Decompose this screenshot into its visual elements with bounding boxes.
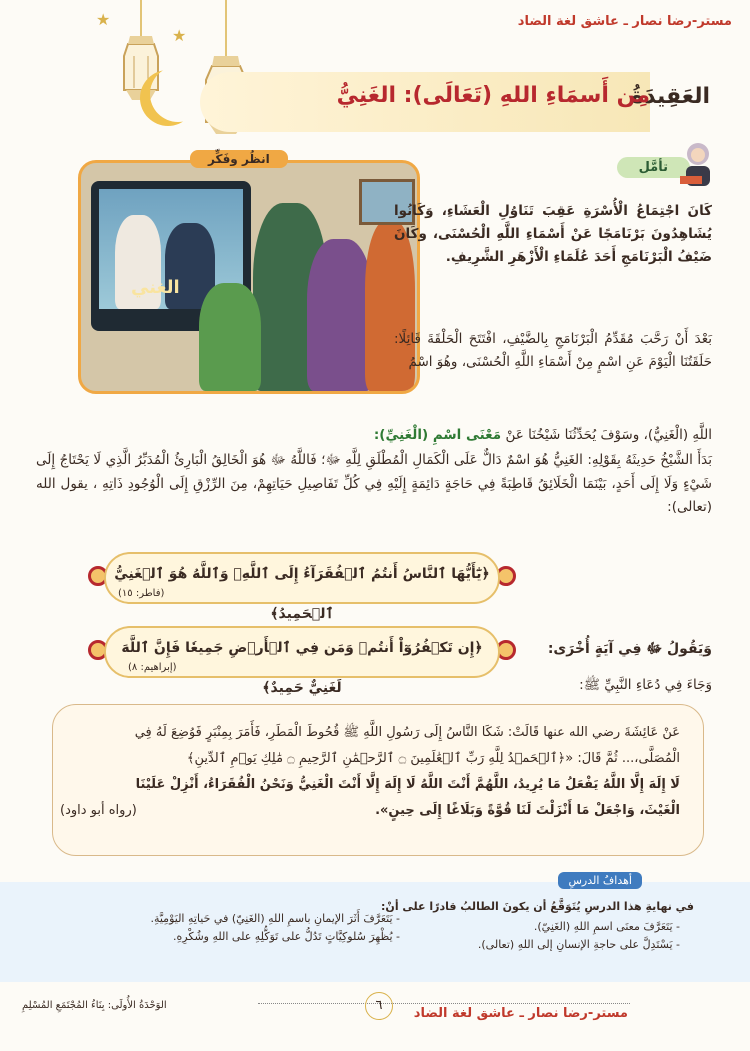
- ayah-text: ﴿يَٰٓأَيُّهَا ٱلنَّاسُ أَنتُمُ ٱلۡفُقَرَآءُ إِلَى ٱللَّهِۖ وَٱللَّهُ هُوَ ٱلۡغَنِيُّ ٱلۡحَمِيدُ﴾: [114, 566, 490, 622]
- footer-credit: مستر-رضا نصار ـ عاشق لغة الضاد: [413, 1006, 628, 1021]
- hadith-line: الْمُصَلَّى،... ثُمَّ قَالَ: «﴿ٱلۡحَمۡدُ لِلَّهِ رَبِّ ٱلۡعَٰلَمِينَ ۝ ٱلرَّحۡمَٰنِ ٱلرَّحِيمِ ۝ مَٰلِكِ يَوۡمِ ٱلدِّينِ﴾: [186, 751, 680, 766]
- meaning-heading: مَعْنَى اسْمِ (الْغَنِيِّ):: [373, 427, 502, 443]
- goal-item: - يَتَعَرَّفَ أَثَرَ الإيمانِ باسمِ اللهِ (الغَنِيّ) في حَياتِهِ اليَوْمِيَّةِ.: [150, 912, 400, 925]
- image-label: انظُر وفَكِّر: [190, 150, 288, 168]
- ayah-reference: (فاطر: ١٥): [118, 588, 165, 599]
- footer-divider: [258, 1003, 630, 1004]
- think-label: تأمَّل: [617, 157, 690, 178]
- goals-tag: أهدافُ الدرسِ: [558, 872, 642, 889]
- goal-item: - يُظْهِرَ سُلوكِيَّاتٍ تَدُلُّ على تَوَكُّلِهِ على اللهِ وشُكْرِهِ.: [173, 930, 400, 943]
- goal-item: - يَتَعَرَّفَ معنَى اسمِ اللهِ (الغَنِيّ).: [533, 920, 680, 933]
- intro-paragraph: كَانَ اجْتِمَاعُ الْأُسْرَةِ عَقِبَ تَنَاوُلِ الْعَشَاءِ، وَكَانُوا يُشَاهِدُونَ بَرْنَامَجًا عَنْ أَسْمَاءِ اللَّهِ الْحُسْنَى، وكَانَ ضَيْفُ الْبَرْنَامَجِ أَحَدَ عُلَمَاءِ الْأَزْهَرِ الشَّرِيفِ.: [394, 203, 712, 265]
- girl-reader-icon: [678, 140, 718, 190]
- intro-paragraph-3: اللَّهِ (الْغَنِيُّ)، وسَوْفَ يُحَدِّثُنَا شَيْخُنَا عَنْ: [505, 427, 712, 443]
- ayah-intro: وَيَقُولُ ﷻ فِي آيَةٍ أُخْرَى:: [547, 641, 712, 657]
- header-credit: مستر-رضا نصار ـ عاشق لغة الضاد: [517, 14, 732, 29]
- hadith-line: الْغَيْثَ، وَاجْعَلْ مَا أَنْزَلْتَ لَنَا قُوَّةً وَبَلَاغًا إِلَى حِينٍ».: [375, 803, 680, 818]
- tv-caption: الغني: [131, 277, 180, 298]
- crescent-icon: [150, 66, 206, 122]
- goals-intro: في نهايةِ هذا الدرسِ يُتَوَقَّعُ أن يكونَ الطالبُ قادرًا على أنْ:: [381, 900, 694, 913]
- unit-title: الوَحْدَةُ الأُولَى: بِنَاءُ المُجْتَمَعِ المُسْلِمِ: [22, 1000, 167, 1011]
- dua-intro: وَجَاءَ فِي دُعَاءِ النَّبِيِّ ﷺ:: [579, 677, 712, 693]
- star-icon: ★: [172, 26, 187, 45]
- family-illustration: [78, 160, 420, 394]
- subject-title: العَقِيدَةُ: [631, 84, 710, 109]
- intro-paragraph-2: بَعْدَ أَنْ رَحَّبَ مُقَدِّمُ الْبَرْنَامَجِ بِالضَّيْفِ، افْتَتَحَ الْحَلْقَةَ قَائِلًا: حَلَقَتُنَا الْيَوْمَ عَنِ اسْمٍ مِنْ أَسْمَاءِ اللَّهِ الْحُسْنَى، وهُوَ اسْمُ: [394, 331, 712, 370]
- hadith-line: لَا إِلَهَ إِلَّا اللَّهُ يَفْعَلُ مَا يُرِيدُ، اللَّهُمَّ أَنْتَ اللَّهُ لَا إِلَهَ إِلَّا أَنْتَ الْغَنِيُّ وَنَحْنُ الْفُقَرَاءُ، أَنْزِلْ عَلَيْنَا: [135, 777, 680, 792]
- hadith-reference: (رواه أبو داود): [60, 803, 137, 818]
- star-icon: ★: [96, 10, 111, 29]
- hadith-line: عَنْ عَائِشَةَ رضي الله عنها قَالَتْ: شَكَا النَّاسُ إِلَى رَسُولِ اللَّهِ ﷺ قُحُوطَ الْمَطَرِ، فَأَمَرَ بِمِنْبَرٍ فَوُضِعَ لَهُ فِي: [134, 725, 680, 740]
- body-paragraph: بَدَأَ الشَّيْخُ حَدِيثَهُ بِقَوْلِهِ: الغَنِيُّ هُوَ اسْمٌ دَالٌّ عَلَى الْكَمَالِ الْمُطْلَقِ لِلَّهِ ﷻ؛ فَاللَّهُ ﷻ هُوَ الْخَالِقُ الْبَارِئُ الْمُدَبِّرُ الَّذِي لَا يَحْتَاجُ إِلَى شَيْءٍ وَلَا إِلَى أَحَدٍ، بَيْنَمَا الْخَلَائِقُ قَاطِبَةً فِي حَاجَةٍ دَائِمَةٍ إِلَيْهِ فِي كُلِّ تَفَاصِيلِ حَيَاتِهِمْ، مِنَ الرِّزْقِ إِلَى الْوُجُودِ ذَاتِهِ ، يقول الله (تعالى):: [36, 452, 712, 515]
- page-number: ٦: [365, 992, 393, 1020]
- goal-item: - يَسْتَدِلَّ على حاجةِ الإنسانِ إلى اللهِ (تعالى).: [477, 938, 680, 951]
- lesson-title: مِن أَسمَاءِ اللهِ (تَعَالَى): الغَنِيُّ: [336, 83, 650, 108]
- ayah-text: ﴿إِن تَكۡفُرُوٓاْ أَنتُمۡ وَمَن فِي ٱلۡأَرۡضِ جَمِيعٗا فَإِنَّ ٱللَّهَ لَغَنِيٌّ حَمِيدٌ﴾: [121, 640, 483, 696]
- ayah-reference: (إبراهيم: ٨): [128, 662, 177, 673]
